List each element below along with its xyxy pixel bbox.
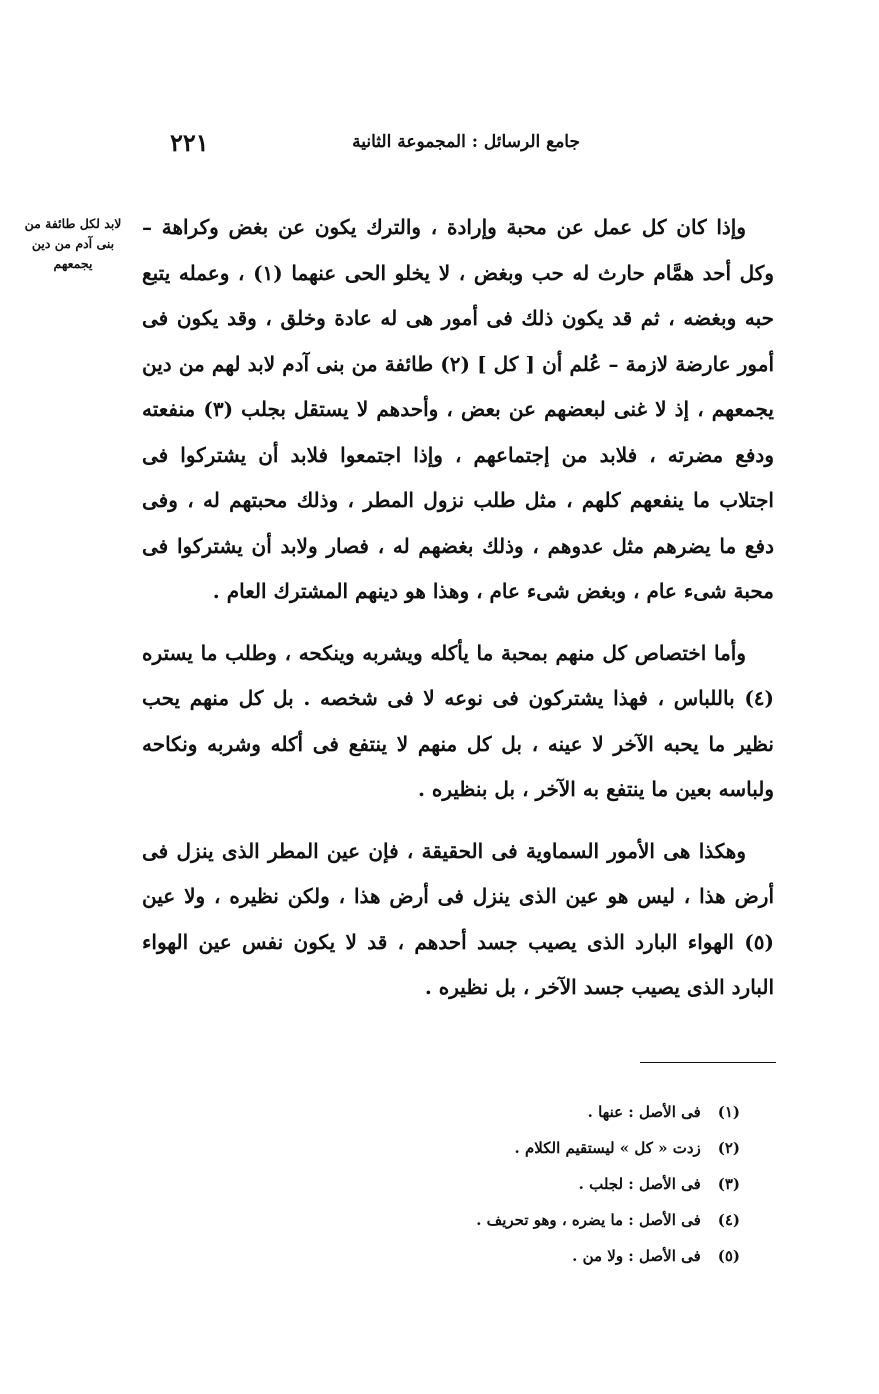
footnote-3: [380, 1166, 740, 1202]
paragraph-2-text: وأما اختصاص كل منهم بمحبة ما يأكله ويشربه وينكحه ، وطلب ما يستره (٤) باللباس ، فهذا يشتركون فى نوعه لا فى شخصه . بل كل منهم يحب نظير ما يحبه الآخر لا عينه ، بل كل منهم لا ينتفع فى أكله وشربه ونكاحه ولباسه بعين ما ينتفع به الآخر ، بل بنظيره .: [142, 640, 775, 801]
footnote-number: (٣): [717, 1175, 740, 1193]
footnote-text: فى الأصل : لجلب .: [578, 1175, 701, 1193]
footnote-text: فى الأصل : ما يضره ، وهو تحريف .: [476, 1211, 701, 1229]
main-text: [142, 205, 774, 1027]
paragraph-1: [142, 205, 774, 615]
footnote-text: فى الأصل : عنها .: [587, 1103, 701, 1121]
page-number: ٢٢١: [170, 128, 209, 157]
margin-note: لابد لكل طائفة من بنى آدم من دين يجمعهم: [24, 216, 122, 271]
footnote-text: فى الأصل : ولا من .: [572, 1247, 701, 1265]
paragraph-3-text: وهكذا هى الأمور السماوية فى الحقيقة ، فإن عين المطر الذى ينزل فى أرض هذا ، ليس هو عين الذى ينزل فى أرض هذا ، ولكن نظيره ، ولا عين (٥) الهواء البارد الذى يصيب جسد أحدهم ، قد لا يكون نفس عين الهواء البارد الذى يصيب جسد الآخر ، بل نظيره .: [142, 838, 774, 999]
footnotes: [380, 1094, 740, 1274]
footnote-number: (٢): [717, 1139, 740, 1157]
footnote-text: زدت « كل » ليستقيم الكلام .: [514, 1139, 701, 1157]
paragraph-1-text: وإذا كان كل عمل عن محبة وإرادة ، والترك يكون عن بغض وكراهة – وكل أحد همَّام حارث له حب وبغض ، لا يخلو الحى عنهما (١) ، وعمله يتبع حبه وبغضه ، ثم قد يكون ذلك فى أمور هى له عادة وخلق ، وقد يكون فى أمور عارضة لازمة – عُلم أن [ كل ] (٢) طائفة من بنى آدم لابد لهم من دين يجمعهم ، إذ لا غنى لبعضهم عن بعض ، وأحدهم لا يستقل بجلب (٣) منفعته ودفع مضرته ، فلابد من إجتماعهم ، وإذا اجتمعوا فلابد أن يشتركوا فى اجتلاب ما ينفعهم كلهم ، مثل طلب نزول المطر ، وذلك محبتهم له ، وفى دفع ما يضرهم مثل عدوهم ، وذلك بغضهم له ، فصار ولابد أن يشتركوا فى محبة شىء عام ، وبغض شىء عام ، وهذا هو دينهم المشترك العام .: [142, 215, 775, 603]
running-title: جامع الرسائل : المجموعة الثانية: [352, 132, 580, 152]
footnote-4: [380, 1202, 740, 1238]
paragraph-3: [142, 829, 774, 1011]
footnote-number: (٥): [717, 1247, 740, 1265]
footnote-1: [380, 1094, 740, 1130]
footnote-number: (١): [717, 1103, 740, 1121]
footnote-separator: [640, 1062, 776, 1063]
footnote-5: [380, 1238, 740, 1274]
paragraph-2: [142, 631, 774, 813]
page-header: [170, 128, 580, 164]
footnote-number: (٤): [717, 1211, 740, 1229]
footnote-2: [380, 1130, 740, 1166]
